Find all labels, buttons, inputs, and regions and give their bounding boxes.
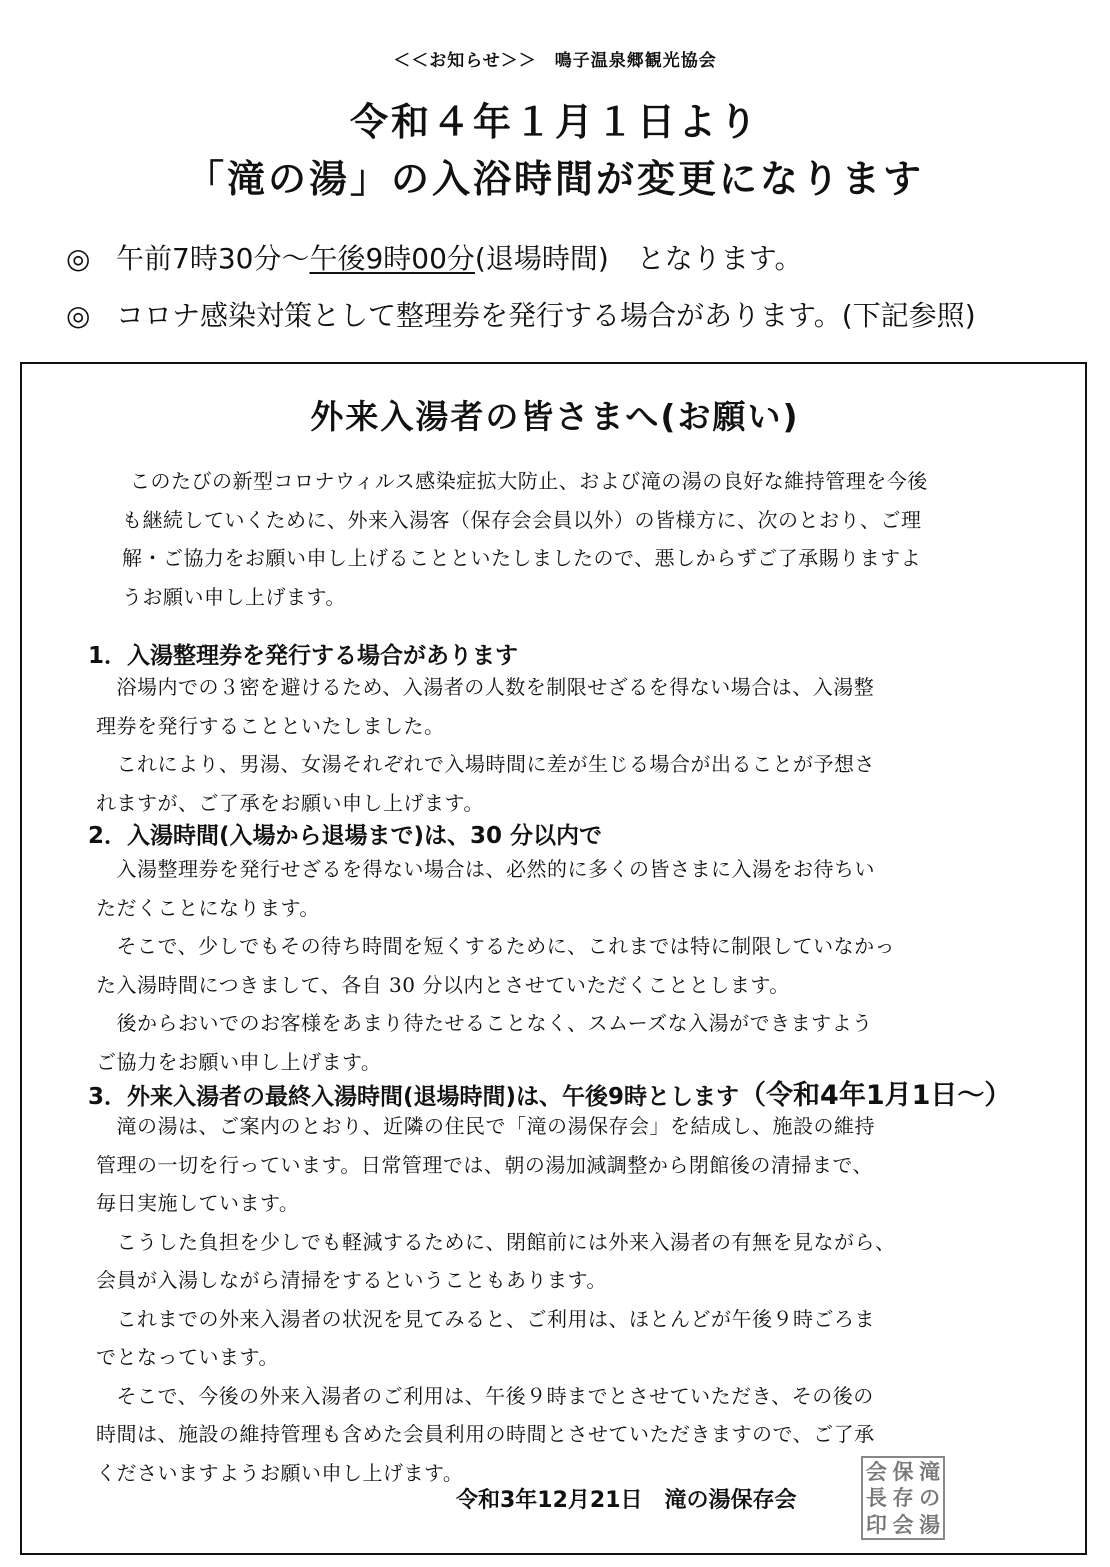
- intro-line: も継続していくために、外来入湯客（保存会会員以外）の皆様方に、次のとおり、ご理: [122, 507, 922, 532]
- section-3-line: 毎日実施しています。: [96, 1191, 300, 1215]
- double-circle-icon: ◎: [66, 242, 91, 275]
- bullet-corona: [66, 299, 976, 332]
- section-3-heading-date: （令和4年1月1日～）: [739, 1080, 1012, 1111]
- section-3-line: 管理の一切を行っています。日常管理では、朝の湯加減調整から閉館後の清掃まで、: [96, 1152, 873, 1177]
- page-title-line1: 令和４年１月１日より: [349, 100, 760, 144]
- section-3-line: そこで、今後の外来入湯者のご利用は、午後９時までとさせていただき、その後の: [96, 1383, 874, 1408]
- section-2-line: ご協力をお願い申し上げます。: [96, 1049, 382, 1074]
- footer-date-org: 令和3年12月21日 滝の湯保存会: [456, 1488, 797, 1513]
- section-1-line: 浴場内での３密を避けるため、入湯者の人数を制限せざるを得ない場合は、入湯整: [96, 675, 875, 699]
- seal-char: 滝: [919, 1458, 941, 1484]
- section-1-line: 理券を発行することといたしました。: [96, 713, 445, 738]
- intro-line: うお願い申し上げます。: [122, 584, 346, 609]
- section-3-heading: [88, 1082, 1011, 1109]
- double-circle-icon: ◎: [66, 299, 91, 332]
- section-3-line: 会員が入湯しながら清掃をするということもあります。: [96, 1268, 607, 1292]
- request-title: 外来入湯者の皆さまへ(お願い): [310, 397, 800, 436]
- hours-end-underlined: 午後9時00分: [309, 242, 475, 275]
- section-2-line: ただくことになります。: [96, 895, 320, 920]
- seal-char: 会: [865, 1458, 887, 1484]
- intro-line: このたびの新型コロナウィルス感染症拡大防止、および滝の湯の良好な維持管理を今後: [130, 469, 928, 493]
- section-2-line: そこで、少しでもその待ち時間を短くするために、これまでは特に制限していなかっ: [96, 934, 896, 958]
- seal-char: の: [919, 1485, 941, 1511]
- section-3-line: でとなっています。: [96, 1345, 279, 1369]
- corona-note: コロナ感染対策として整理券を発行する場合があります。(下記参照): [116, 299, 976, 332]
- section-3-line: 時間は、施設の維持管理も含めた会員利用の時間とさせていただきますので、ご了承: [96, 1422, 875, 1446]
- hours-note: (退場時間) となります。: [474, 242, 803, 275]
- seal-char: 印: [865, 1512, 887, 1538]
- section-3-line: これまでの外来入湯者の状況を見てみると、ご利用は、ほとんどが午後９時ごろま: [96, 1306, 875, 1331]
- section-3-heading-text: 3．外来入湯者の最終入湯時間(退場時間)は、午後9時とします: [88, 1084, 740, 1110]
- section-3-line: 滝の湯は、ご案内のとおり、近隣の住民で「滝の湯保存会」を結成し、施設の維持: [96, 1114, 875, 1138]
- seal-char: 湯: [919, 1512, 941, 1538]
- section-2-line: 後からおいでのお客様をあまり待たせることなく、スムーズな入湯ができますよう: [96, 1011, 873, 1035]
- intro-paragraph: [122, 462, 928, 616]
- page-title-line2: 「滝の湯」の入浴時間が変更になります: [185, 157, 924, 201]
- section-3-line: こうした負担を少しでも軽減するために、閉館前には外来入湯者の有無を見ながら、: [96, 1229, 896, 1254]
- seal-char: 保: [892, 1458, 914, 1484]
- notice-header: ＜＜お知らせ＞＞ 鳴子温泉郷観光協会: [393, 51, 717, 71]
- section-3-body: [96, 1107, 896, 1492]
- bullet-hours: [66, 242, 803, 275]
- intro-line: 解・ご協力をお願い申し上げることといたしましたので、悪しからずご了承賜りますよ: [122, 546, 922, 570]
- association-seal: [861, 1456, 945, 1540]
- section-3-line: くださいますようお願い申し上げます。: [96, 1460, 464, 1485]
- seal-char: 長: [865, 1485, 887, 1511]
- hours-start: 午前7時30分～: [116, 242, 310, 275]
- section-2-line: 入湯整理券を発行せざるを得ない場合は、必然的に多くの皆さまに入湯をお待ちい: [96, 857, 875, 881]
- section-1-line: これにより、男湯、女湯それぞれで入場時間に差が生じる場合が出ることが予想さ: [96, 752, 875, 776]
- section-1-line: れますが、ご了承をお願い申し上げます。: [96, 790, 484, 815]
- section-2-body: [96, 850, 895, 1081]
- seal-char: 存: [892, 1485, 914, 1511]
- seal-char: 会: [892, 1512, 914, 1538]
- section-2-heading: 2．入湯時間(入場から退場まで)は、30 分以内で: [88, 823, 603, 849]
- section-2-line: た入湯時間につきまして、各自 30 分以内とさせていただくこととします。: [96, 972, 790, 997]
- section-1-body: [96, 668, 875, 822]
- section-1-heading: 1．入湯整理券を発行する場合があります: [88, 643, 519, 669]
